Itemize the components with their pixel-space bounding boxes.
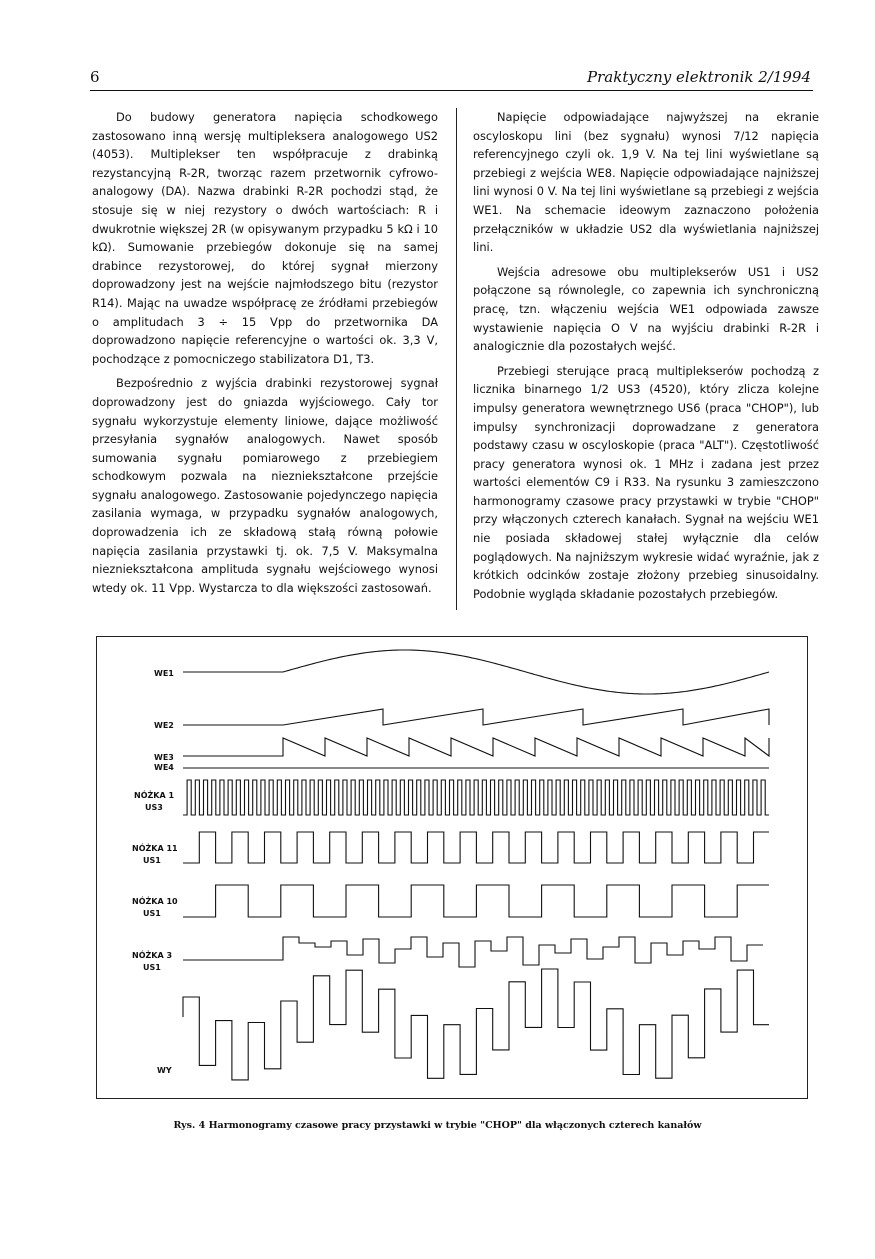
label-us1-a: US1 [143, 856, 161, 865]
waveform-we1 [183, 650, 769, 694]
paragraph: Przebiegi sterujące pracą multiplekserów pochodzą z licznika binarnego 1/2 US3 (4520), który zlicza kolejne impulsy generatora wewnętrznego US6 (praca "CHOP"), lub impulsy synchronizacji doprowadzane z generatora podstawy czasu w oscyloskopie (praca "ALT"). Częstotliwość pracy generatora wynosi ok. 1 MHz i zadana jest przez wartości elementów C9 i R33. Na rysunku 3 zamieszczono harmonogramy czasowe pracy przystawki w trybie "CHOP" przy włączonych czterech kanałach. Sygnał na wejściu WE1 nie posiada składowej stałej wyłącznie dla celów poglądowych. Na najniższym wykresie widać wyraźnie, jak z krótkich odcinków zostaje złożony przebieg sinusoidalny. Podobnie wygląda składanie pozostałych przebiegów. [473, 363, 819, 601]
left-column [92, 108, 438, 603]
label-nozka10: NÓŻKA 10 [132, 897, 178, 906]
header-rule [90, 90, 813, 91]
label-we4: WE4 [154, 763, 174, 772]
label-we2: WE2 [154, 721, 174, 730]
timing-diagram [97, 637, 809, 1100]
timing-diagram-figure [96, 636, 808, 1099]
label-nozka1: NÓŻKA 1 [134, 791, 175, 800]
paragraph: Napięcie odpowiadające najwyższej na ekranie oscyloskopu lini (bez sygnału) wynosi 7/12 napięcia referencyjnego czyli ok. 1,9 V. Na tej lini wyświetlane są przebiegi z wejścia WE8. Napięcie odpowiadające najniższej lini wynosi 0 V. Na tej lini wyświetlane są przebiegi z wejścia WE1. Na schemacie ideowym zaznaczono położenia przełączników w układzie US2 dla wyświetlania najniższej lini. [473, 110, 819, 255]
label-us1-b: US1 [143, 909, 161, 918]
right-column [473, 108, 819, 609]
paragraph: Wejścia adresowe obu multiplekserów US1 i US2 połączone są równolegle, co zapewnia ich synchroniczną pracę, tzn. włączeniu wejścia WE1 odpowiada zawsze wystawienie napięcia O V na wyjściu drabinki R-2R i analogicznie dla pozostałych wejść. [473, 264, 819, 354]
column-divider [456, 108, 457, 610]
waveform-wy [183, 969, 769, 1080]
paragraph: Bezpośrednio z wyjścia drabinki rezystorowej sygnał doprowadzony jest do gniazda wyjściowego. Cały tor sygnału wykorzystuje elementy liniowe, dające możliwość przesyłania sygnałów analogowych. Nawet sposób sumowania sygnału pomiarowego z przebiegiem schodkowym pozwala na niezniekształcone przejście sygnału analogowego. Zastosowanie pojedynczego napięcia zasilania wymaga, w przypadku sygnałów analogowych, doprowadzenia ich ze składową stałą równą połowie napięcia zasilania przystawki tj. ok. 7,5 V. Maksymalna niezniekształcona amplituda sygnału wejściowego wynosi wtedy ok. 11 Vpp. Wystarcza to dla większości zastosowań. [92, 376, 438, 595]
paragraph: Do budowy generatora napięcia schodkowego zastosowano inną wersję multipleksera analogowego US2 (4053). Multiplekser ten współpracuje z drabinką rezystancyjną R-2R, tworząc razem przetwornik cyfrowo-analogowy (DA). Nazwa drabinki R-2R pochodzi stąd, że stosuje się w niej rezystory o dwóch wartościach: R i dwukrotnie większej 2R (w opisywanym przypadku 5 kΩ i 10 kΩ). Sumowanie przebiegów dokonuje się na samej drabince rezystorowej, do której sygnał mierzony doprowadzony jest na wejście najmłodszego bitu (rezystor R14). Mając na uwadze współpracę ze źródłami przebiegów o amplitudach 3 ÷ 15 Vpp do przetwornika DA doprowadzono napięcie referencyjne o wartości ok. 3,3 V, pochodzące z pomocniczego stabilizatora D1, T3. [92, 110, 438, 366]
waveform-we3 [183, 738, 769, 756]
label-nozka3: NÓŻKA 3 [132, 951, 173, 960]
waveform-nozka10-us1 [183, 885, 769, 917]
waveform-nozka11-us1 [183, 832, 769, 863]
label-us1-c: US1 [143, 963, 161, 972]
waveform-we2 [183, 709, 769, 725]
label-we1: WE1 [154, 669, 174, 678]
label-we3: WE3 [154, 753, 174, 762]
figure-caption: Rys. 4 Harmonogramy czasowe pracy przystawki w trybie "CHOP" dla włączonych czterech kanałów [173, 1120, 702, 1131]
label-us3: US3 [145, 803, 163, 812]
journal-title: Praktyczny elektronik 2/1994 [587, 68, 811, 86]
label-wy: WY [157, 1066, 172, 1075]
label-nozka11: NÓŻKA 11 [132, 844, 178, 853]
waveform-nozka1-us3 [183, 780, 769, 815]
waveform-nozka3-us1 [183, 937, 763, 967]
page-number: 6 [90, 68, 100, 86]
